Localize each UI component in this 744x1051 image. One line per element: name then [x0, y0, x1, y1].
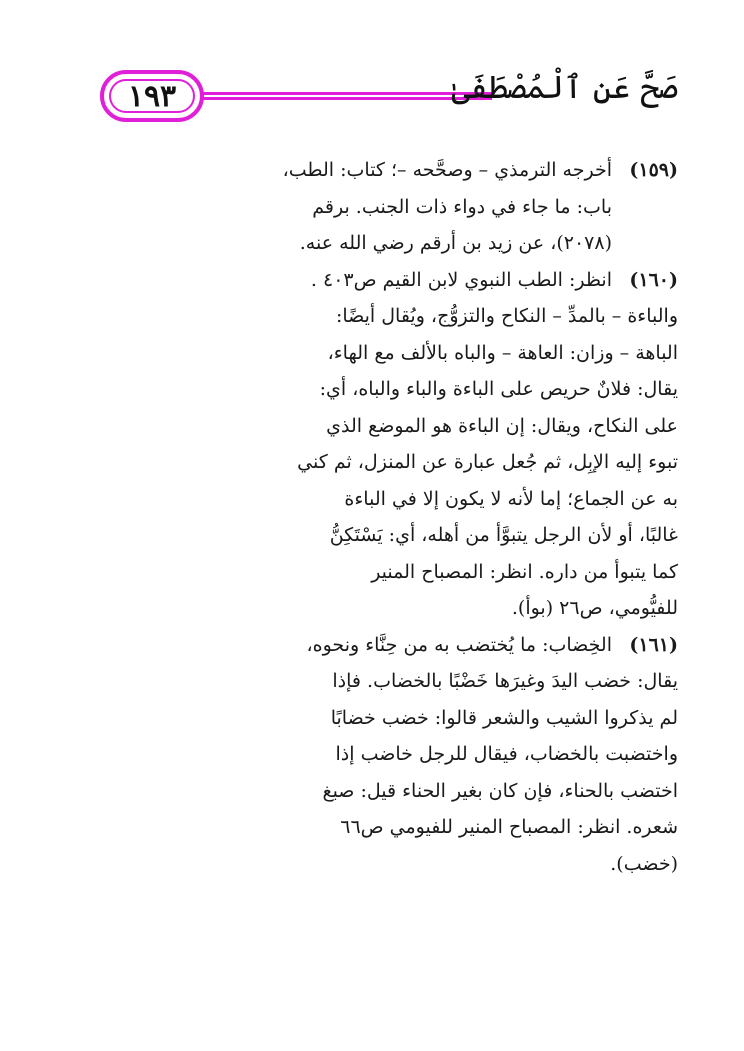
- book-title: صَحَّ عَنِ ٱلْمُصْطَفَىٰ: [451, 68, 678, 106]
- text-line: الخِضاب: ما يُختضب به من حِنَّاء ونحوه،: [306, 633, 612, 656]
- footnote-number: (١٦١): [629, 633, 678, 656]
- text-line: أخرجه الترمذي – وصحَّحه –؛ كتاب: الطب،: [282, 159, 612, 181]
- footnote-160: [100, 262, 678, 627]
- text-line: على النكاح، ويقال: إن الباءة هو الموضع الذي: [326, 414, 678, 437]
- footnotes-body: [100, 152, 678, 882]
- text-line: لم يذكروا الشيب والشعر قالوا: خضب خضابًا: [330, 706, 678, 729]
- text-line: تبوء إليه الإبِل، ثم جُعل عبارة عن المنزل، ثم كني: [297, 451, 678, 473]
- page-number: ١٩٣: [127, 78, 177, 114]
- page-header: [100, 62, 678, 126]
- text-line: اختضب بالحناء، فإن كان بغير الحناء قيل: صبغ: [322, 779, 678, 802]
- footnote-159: [100, 152, 678, 262]
- header-double-rule: [202, 92, 492, 100]
- text-line: يقال: خضب اليدَ وغيرَها خَضْبًا بالخضاب. فإذا: [332, 670, 678, 692]
- footnote-text-continued: [100, 298, 678, 627]
- text-line: به عن الجماع؛ إما لأنه لا يكون إلا في الباءة: [344, 487, 678, 510]
- text-line: والباءة – بالمدِّ – النكاح والتزوُّج، ويُقال أيضًا:: [335, 305, 678, 327]
- footnote-161: [100, 627, 678, 883]
- footnote-text: [100, 262, 612, 299]
- footnote-number: (١٦٠): [629, 268, 678, 291]
- text-line: كما يتبوأ من داره. انظر: المصباح المنير: [371, 560, 678, 583]
- text-line: انظر: الطب النبوي لابن القيم ص٤٠٣ .: [310, 268, 612, 291]
- text-line: يقال: فلانٌ حريص على الباءة والباء والباه، أي:: [319, 378, 678, 400]
- text-line: الباهة – وزان: العاهة – والباه بالألف مع الهاء،: [327, 341, 678, 364]
- footnote-text-continued: [100, 663, 678, 882]
- text-line: (خضب).: [610, 852, 678, 875]
- footnote-text: [100, 152, 612, 262]
- footnote-text: [100, 627, 612, 664]
- text-line: شعره. انظر: المصباح المنير للفيومي ص٦٦: [340, 816, 678, 838]
- text-line: باب: ما جاء في دواء ذات الجنب. برقم: [312, 195, 612, 218]
- text-line: للفيُّومي، ص٢٦ (بوأ).: [511, 597, 678, 619]
- page-number-badge: [100, 70, 204, 122]
- text-line: (٢٠٧٨)، عن زيد بن أرقم رضي الله عنه.: [299, 232, 612, 254]
- text-line: غالبًا، أو لأن الرجل يتبوَّأ من أهله، أي: يَسْتَكِنُّ: [329, 524, 678, 546]
- text-line: واختضبت بالخضاب، فيقال للرجل خاضب إذا: [335, 743, 678, 765]
- footnote-number: (١٥٩): [629, 159, 678, 181]
